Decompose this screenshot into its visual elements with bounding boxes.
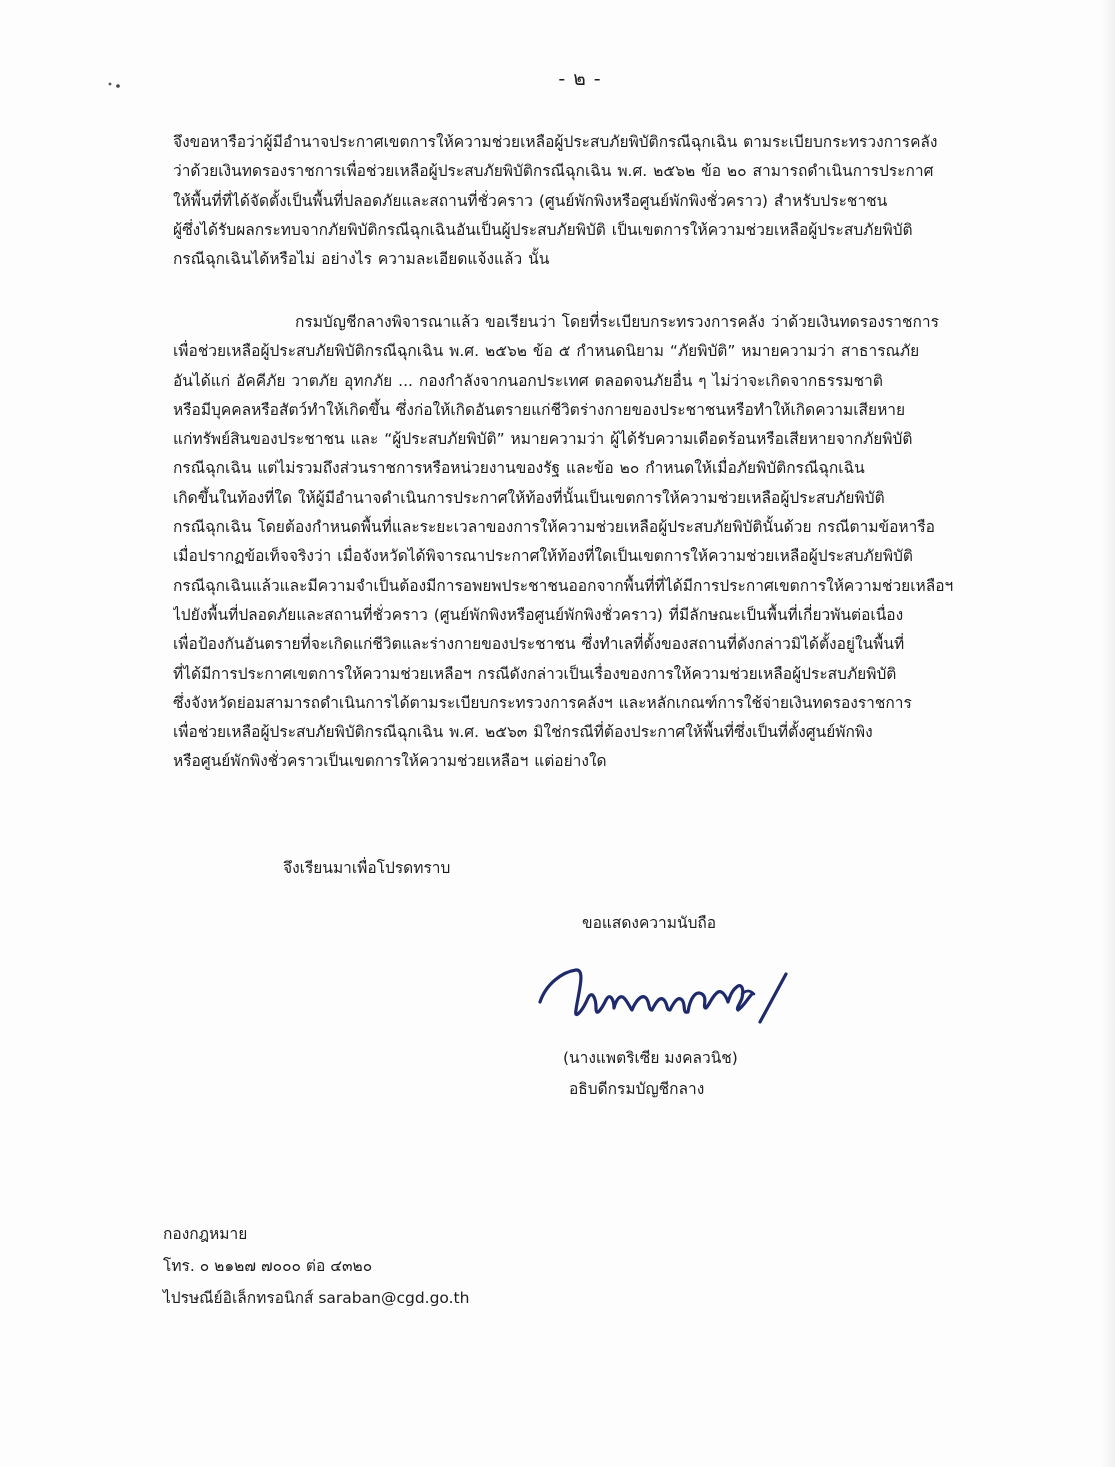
paragraph-response (173, 308, 1003, 777)
closing-salutation: ขอแสดงความนับถือ (582, 914, 717, 932)
paragraph-line: กรณีฉุกเฉินแล้วและมีความจำเป็นต้องมีการอพยพประชาชนออกจากพื้นที่ที่ได้มีการประกาศเขตการให้ความช่วยเหลือฯ (173, 576, 954, 595)
paragraph-line: เมื่อปรากฏข้อเท็จจริงว่า เมื่อจังหวัดได้พิจารณาประกาศให้ท้องที่ใดเป็นเขตการให้ความช่วยเหลือผู้ประสบภัยพิบัติ (173, 547, 913, 566)
paragraph-line: กรณีฉุกเฉิน โดยต้องกำหนดพื้นที่และระยะเวลาของการให้ความช่วยเหลือผู้ประสบภัยพิบัตินั้นด้วย กรณีตามข้อหารือ (173, 518, 935, 537)
signer-name: (นางแพตริเซีย มงคลวนิช) (563, 1049, 738, 1067)
contact-block (163, 1218, 469, 1314)
contact-email: ไปรษณีย์อิเล็กทรอนิกส์ saraban@cgd.go.th (163, 1289, 470, 1307)
paragraph-line: หรือศูนย์พักพิงชั่วคราวเป็นเขตการให้ความช่วยเหลือฯ แต่อย่างใด (173, 752, 607, 771)
contact-department: กองกฎหมาย (163, 1225, 248, 1243)
paragraph-line: อันได้แก่ อัคคีภัย วาตภัย อุทกภัย ... กองกำลังจากนอกประเทศ ตลอดจนภัยอื่น ๆ ไม่ว่าจะเกิดจากธรรมชาติ (173, 371, 883, 390)
signer-title: อธิบดีกรมบัญชีกลาง (569, 1080, 705, 1098)
paragraph-line: กรมบัญชีกลางพิจารณาแล้ว ขอเรียนว่า โดยที่ระเบียบกระทรวงการคลัง ว่าด้วยเงินทดรองราชการ (295, 313, 939, 331)
paragraph-line: จึงขอหารือว่าผู้มีอำนาจประกาศเขตการให้ความช่วยเหลือผู้ประสบภัยพิบัติกรณีฉุกเฉิน ตามระเบียบกระทรวงการคลัง (173, 133, 938, 151)
paragraph-line: กรณีฉุกเฉิน แต่ไม่รวมถึงส่วนราชการหรือหน่วยงานของรัฐ และข้อ ๒๐ กำหนดให้เมื่อภัยพิบัติกรณีฉุกเฉิน (173, 459, 865, 478)
paragraph-line: เพื่อป้องกันอันตรายที่จะเกิดแก่ชีวิตและร่างกายของประชาชน ซึ่งทำเลที่ตั้งของสถานที่ดังกล่าวมิได้ตั้งอยู่ในพื้นที่ (173, 635, 905, 654)
page-edge-shadow (1101, 0, 1115, 1467)
paragraph-line: แก่ทรัพย์สินของประชาชน และ “ผู้ประสบภัยพิบัติ” หมายความว่า ผู้ได้รับความเดือดร้อนหรือเสียหายจากภัยพิบัติ (173, 430, 913, 449)
paragraph-line: เกิดขึ้นในท้องที่ใด ให้ผู้มีอำนาจดำเนินการประกาศให้ท้องที่นั้นเป็นเขตการให้ความช่วยเหลือผู้ประสบภัยพิบัติ (173, 488, 885, 507)
paragraph-line: ว่าด้วยเงินทดรองราชการเพื่อช่วยเหลือผู้ประสบภัยพิบัติกรณีฉุกเฉิน พ.ศ. ๒๕๖๒ ข้อ ๒๐ สามารถดำเนินการประกาศ (173, 162, 934, 181)
paragraph-line: เพื่อช่วยเหลือผู้ประสบภัยพิบัติกรณีฉุกเฉิน พ.ศ. ๒๕๖๓ มิใช่กรณีที่ต้องประกาศให้พื้นที่ซึ่งเป็นที่ตั้งศูนย์พักพิง (173, 723, 873, 742)
paragraph-line: หรือมีบุคคลหรือสัตว์ทำให้เกิดขึ้น ซึ่งก่อให้เกิดอันตรายแก่ชีวิตร่างกายของประชาชนหรือทำให้เกิดความเสียหาย (173, 400, 906, 419)
paragraph-line: ซึ่งจังหวัดย่อมสามารถดำเนินการได้ตามระเบียบกระทรวงการคลังฯ และหลักเกณฑ์การใช้จ่ายเงินทดรองราชการ (173, 693, 912, 712)
paragraph-line: ให้พื้นที่ที่ได้จัดตั้งเป็นพื้นที่ปลอดภัยและสถานที่ชั่วคราว (ศูนย์พักพิงหรือศูนย์พักพิงชั่วคราว) สำหรับประชาชน (173, 191, 888, 210)
paragraph-line: ที่ได้มีการประกาศเขตการให้ความช่วยเหลือฯ กรณีดังกล่าวเป็นเรื่องของการให้ความช่วยเหลือผู้ประสบภัยพิบัติ (173, 664, 897, 683)
contact-phone: โทร. ๐ ๒๑๒๗ ๗๐๐๐ ต่อ ๔๓๒๐ (163, 1257, 373, 1275)
paragraph-line: กรณีฉุกเฉินได้หรือไม่ อย่างไร ความละเอียดแจ้งแล้ว นั้น (173, 250, 550, 269)
paragraph-line: เพื่อช่วยเหลือผู้ประสบภัยพิบัติกรณีฉุกเฉิน พ.ศ. ๒๕๖๒ ข้อ ๕ กำหนดนิยาม “ภัยพิบัติ” หมายความว่า สาธารณภัย (173, 342, 920, 361)
signature-image (532, 950, 802, 1040)
paragraph-line: ไปยังพื้นที่ปลอดภัยและสถานที่ชั่วคราว (ศูนย์พักพิงหรือศูนย์พักพิงชั่วคราว) ที่มีลักษณะเป็นพื้นที่เกี่ยวพันต่อเนื่อง (173, 605, 904, 624)
page-number: - ๒ - (558, 68, 602, 90)
paragraph-line: ผู้ซึ่งได้รับผลกระทบจากภัยพิบัติกรณีฉุกเฉินอันเป็นผู้ประสบภัยพิบัติ เป็นเขตการให้ความช่วยเหลือผู้ประสบภัยพิบัติ (173, 220, 913, 239)
paragraph-conclusion (173, 854, 1003, 883)
paragraph-inquiry (173, 128, 1003, 274)
paragraph-line: จึงเรียนมาเพื่อโปรดทราบ (283, 859, 451, 877)
